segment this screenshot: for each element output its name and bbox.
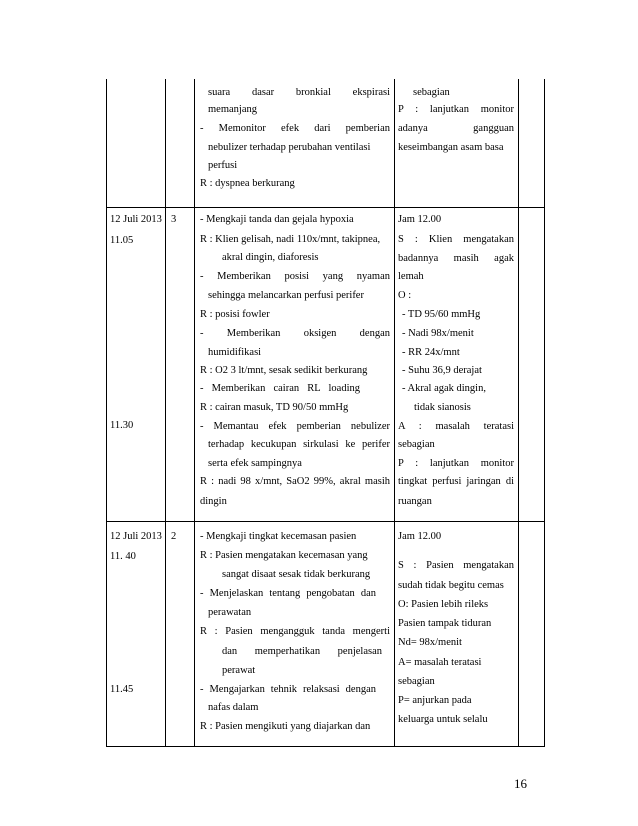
- eval-line: A : masalah teratasi: [398, 421, 514, 432]
- impl-line: R : O2 3 lt/mnt, sesak sedikit berkurang: [200, 365, 368, 376]
- impl-line: perawatan: [208, 607, 252, 618]
- eval-line: Jam 12.00: [398, 531, 442, 542]
- impl-line: memanjang: [208, 104, 257, 115]
- table-border: [394, 79, 395, 747]
- impl-line: humidifikasi: [208, 347, 262, 358]
- eval-line: O: Pasien lebih rileks: [398, 599, 489, 610]
- impl-line: serta efek sampingnya: [208, 458, 302, 469]
- eval-line: - Akral agak dingin,: [402, 383, 486, 394]
- eval-line: S : Klien mengatakan: [398, 234, 514, 245]
- eval-line: keseimbangan asam basa: [398, 142, 504, 153]
- dx-number: 2: [171, 531, 177, 542]
- impl-line: perfusi: [208, 160, 238, 171]
- impl-line: - Mengajarkan tehnik relaksasi dengan: [200, 684, 376, 695]
- impl-line: nebulizer terhadap perubahan ventilasi: [208, 142, 371, 153]
- eval-line: ruangan: [398, 496, 432, 507]
- table-border: [544, 79, 545, 747]
- impl-line: - Mengkaji tanda dan gejala hypoxia: [200, 214, 354, 225]
- table-border: [106, 207, 545, 208]
- impl-line: - Memberikan oksigen dengan: [200, 328, 390, 339]
- impl-line: sangat disaat sesak tidak berkurang: [222, 569, 371, 580]
- eval-line: sebagian: [398, 676, 435, 687]
- table-border: [106, 746, 545, 747]
- eval-line: P : lanjutkan monitor: [398, 458, 514, 469]
- time-cell: 11.45: [110, 684, 134, 695]
- eval-line: P= anjurkan pada: [398, 695, 472, 706]
- eval-line: adanya gangguan: [398, 123, 514, 134]
- impl-line: sehingga melancarkan perfusi perifer: [208, 290, 364, 301]
- impl-line: - Memonitor efek dari pemberian: [200, 123, 390, 134]
- impl-line: - Memantau efek pemberian nebulizer: [200, 421, 390, 432]
- time-cell: 11.30: [110, 420, 134, 431]
- impl-line: - Menjelaskan tentang pengobatan dan: [200, 588, 376, 599]
- dx-number: 3: [171, 214, 177, 225]
- time-cell: 11.05: [110, 235, 134, 246]
- table-border: [106, 521, 545, 522]
- table-border: [165, 79, 166, 747]
- impl-line: R : Klien gelisah, nadi 110x/mnt, takipnea,: [200, 234, 381, 245]
- impl-line: - Memberikan cairan RL loading: [200, 383, 360, 394]
- date-cell: 12 Juli 2013: [110, 531, 162, 542]
- impl-line: R : Pasien mengikuti yang diajarkan dan: [200, 721, 371, 732]
- impl-line: - Memberikan posisi yang nyaman: [200, 271, 390, 282]
- impl-line: R : Pasien mengatakan kecemasan yang: [200, 550, 368, 561]
- eval-line: O :: [398, 290, 412, 301]
- impl-line: R : Pasien mengangguk tanda mengerti: [200, 626, 390, 637]
- eval-line: P : lanjutkan monitor: [398, 104, 514, 115]
- eval-line: Jam 12.00: [398, 214, 442, 225]
- eval-line: - Nadi 98x/menit: [402, 328, 474, 339]
- eval-line: Pasien tampak tiduran: [398, 618, 492, 629]
- eval-line: keluarga untuk selalu: [398, 714, 488, 725]
- table-border: [518, 79, 519, 747]
- impl-line: dan memperhatikan penjelasan: [222, 646, 382, 657]
- time-cell: 11. 40: [110, 551, 136, 562]
- impl-line: terhadap kecukupan sirkulasi ke perifer: [208, 439, 390, 450]
- eval-line: tingkat perfusi jaringan di: [398, 476, 514, 487]
- impl-line: dingin: [200, 496, 227, 507]
- eval-line: tidak sianosis: [414, 402, 471, 413]
- impl-line: R : nadi 98 x/mnt, SaO2 99%, akral masih: [200, 476, 390, 487]
- eval-line: badannya masih agak: [398, 253, 514, 264]
- impl-line: R : dyspnea berkurang: [200, 178, 295, 189]
- impl-line: R : cairan masuk, TD 90/50 mmHg: [200, 402, 349, 413]
- impl-line: perawat: [222, 665, 256, 676]
- eval-line: lemah: [398, 271, 424, 282]
- impl-line: R : posisi fowler: [200, 309, 270, 320]
- date-cell: 12 Juli 2013: [110, 214, 162, 225]
- impl-line: nafas dalam: [208, 702, 259, 713]
- eval-line: - TD 95/60 mmHg: [402, 309, 481, 320]
- eval-line: A= masalah teratasi: [398, 657, 482, 668]
- impl-line: - Mengkaji tingkat kecemasan pasien: [200, 531, 357, 542]
- impl-line: suara dasar bronkial ekspirasi: [208, 87, 390, 98]
- table-border: [194, 79, 195, 747]
- table-border: [106, 79, 107, 747]
- eval-line: sudah tidak begitu cemas: [398, 580, 504, 591]
- page-number: 16: [514, 776, 527, 791]
- eval-line: sebagian: [398, 439, 435, 450]
- eval-line: - RR 24x/mnt: [402, 347, 460, 358]
- eval-line: S : Pasien mengatakan: [398, 560, 514, 571]
- eval-line: Nd= 98x/menit: [398, 637, 462, 648]
- impl-line: akral dingin, diaforesis: [222, 252, 319, 263]
- eval-line: sebagian: [413, 87, 450, 98]
- eval-line: - Suhu 36,9 derajat: [402, 365, 482, 376]
